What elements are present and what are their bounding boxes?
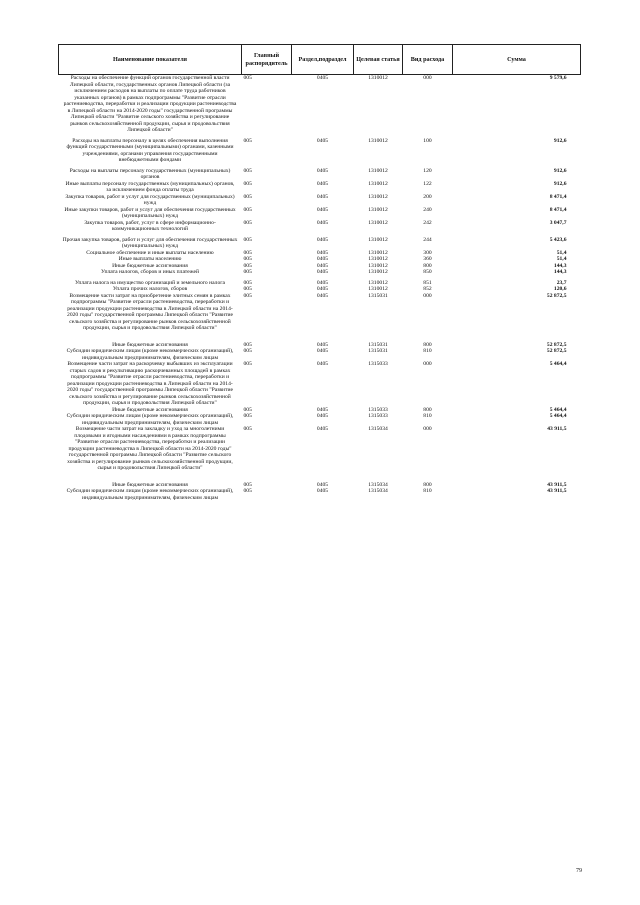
row-name: Закупка товаров, работ и услуг для государственных (муниципальных) нужд — [65, 193, 235, 206]
row-sum: 52 872,5 — [546, 348, 567, 354]
row-name: Иные бюджетные ассигнования — [112, 481, 188, 488]
header-expense-type: Вид расхода — [403, 45, 453, 75]
row-section: 0405 — [316, 206, 329, 213]
row-admin: 005 — [243, 137, 252, 144]
row-article: 1315031 — [368, 292, 388, 299]
row-admin: 005 — [243, 341, 252, 348]
row-sum: 51,4 — [556, 249, 567, 256]
row-name: Возмещение части затрат на раскорчевку выбывших из эксплуатации старых садов и рекультивацию раскорчеванных площадей в рамках подпрограммы "Развитие отрасли растениеводства, переработки и реализации продукции растениеводства в Липецкой области на 2014-2020 годы" государственной программы Липецкой области "Развитие сельского хозяйства и регулирование рынков сельскохозяйственной продукции, сырья и продовольствия Липецкой области" — [67, 361, 233, 406]
row-section: 0405 — [316, 341, 329, 348]
row-admin: 005 — [243, 249, 252, 256]
row-expense-type: 000 — [423, 426, 432, 432]
header-section: Раздел,подраздел — [292, 45, 354, 75]
table-row — [59, 194, 581, 207]
row-expense-type: 120 — [423, 167, 432, 174]
row-name: Уплата налогов, сборов и иных платежей — [101, 269, 199, 275]
table-row — [59, 207, 581, 220]
row-article: 1310012 — [368, 75, 388, 81]
row-admin: 005 — [243, 256, 252, 262]
row-article: 1310012 — [368, 219, 388, 226]
row-section: 0405 — [316, 426, 329, 432]
row-section: 0405 — [316, 269, 329, 275]
row-section: 0405 — [316, 219, 329, 226]
row-sum: 5 423,6 — [549, 236, 567, 243]
row-sum: 5 464,4 — [549, 406, 567, 413]
row-admin: 005 — [243, 361, 252, 367]
row-expense-type: 000 — [423, 292, 432, 299]
row-section: 0405 — [316, 406, 329, 413]
row-admin: 005 — [243, 193, 252, 200]
row-name: Иные выплаты населению — [118, 256, 182, 262]
row-article: 1315033 — [368, 406, 388, 413]
row-admin: 005 — [243, 413, 252, 419]
row-name: Возмещение части затрат на закладку и уход за многолетними плодовыми и ягодными насаждениями в рамках подпрограммы "Развитие отрасли растениеводства, переработки и реализации продукции растениеводства в Липецкой области на 2014-2020 годы" государственной программы Липецкой области "Развитие сельского хозяйства и регулирование рынков сельскохозяйственной продукции, сырья и продовольствия Липецкой области" — [67, 426, 233, 471]
row-sum: 43 911,5 — [547, 481, 567, 488]
header-article: Целевая статья — [354, 45, 403, 75]
row-expense-type: 242 — [423, 219, 432, 226]
row-expense-type: 800 — [423, 341, 432, 348]
row-name: Прочая закупка товаров, работ и услуг для обеспечения государственных (муниципальных) нужд — [62, 236, 238, 249]
row-admin: 005 — [243, 167, 252, 174]
row-article: 1310012 — [368, 286, 388, 292]
row-expense-type: 800 — [423, 262, 432, 269]
row-article: 1310012 — [368, 167, 388, 174]
page-number: 79 — [576, 868, 582, 874]
row-section: 0405 — [316, 236, 329, 243]
row-article: 1315031 — [368, 341, 388, 348]
header-admin: Главный распорядитель — [242, 45, 292, 75]
row-section: 0405 — [316, 137, 329, 144]
row-article: 1310012 — [368, 256, 388, 262]
table-row — [59, 235, 581, 250]
row-admin: 005 — [243, 348, 252, 354]
row-name: Субсидии юридическим лицам (кроме некоммерческих организаций), индивидуальным предпринимателям, физическим лицам — [66, 488, 234, 501]
row-article: 1315031 — [368, 348, 388, 354]
row-section: 0405 — [316, 180, 329, 187]
table-row — [59, 136, 581, 166]
row-admin: 005 — [243, 75, 252, 81]
row-admin: 005 — [243, 180, 252, 187]
row-name: Уплата налога на имущество организаций и земельного налога — [74, 279, 226, 286]
row-name: Иные закупки товаров, работ и услуг для обеспечения государственных (муниципальных) нужд — [64, 206, 236, 219]
table-row — [59, 413, 581, 426]
table-header — [59, 45, 581, 75]
table-row — [59, 477, 581, 489]
row-sum: 912,6 — [553, 137, 567, 144]
row-expense-type: 000 — [423, 75, 432, 81]
row-name: Социальное обеспечение и иные выплаты населению — [86, 249, 214, 256]
table-row — [59, 181, 581, 194]
row-sum: 43 911,5 — [547, 488, 567, 494]
row-section: 0405 — [316, 167, 329, 174]
row-section: 0405 — [316, 292, 329, 299]
row-section: 0405 — [316, 286, 329, 292]
row-sum: 9 579,6 — [549, 75, 567, 81]
row-admin: 005 — [243, 206, 252, 213]
row-expense-type: 850 — [423, 269, 432, 275]
row-article: 1310012 — [368, 269, 388, 275]
row-article: 1310012 — [368, 236, 388, 243]
row-expense-type: 122 — [423, 180, 432, 187]
row-section: 0405 — [316, 413, 329, 419]
row-expense-type: 300 — [423, 249, 432, 256]
row-admin: 005 — [243, 286, 252, 292]
row-admin: 005 — [243, 406, 252, 413]
row-admin: 005 — [243, 481, 252, 488]
row-expense-type: 100 — [423, 137, 432, 144]
row-sum: 5 464,4 — [549, 413, 567, 419]
row-section: 0405 — [316, 481, 329, 488]
table-row — [59, 278, 581, 287]
row-section: 0405 — [316, 193, 329, 200]
row-sum: 8 471,4 — [549, 193, 567, 200]
row-expense-type: 810 — [423, 413, 432, 419]
row-section: 0405 — [316, 361, 329, 367]
row-sum: 5 464,4 — [549, 361, 567, 367]
row-admin: 005 — [243, 279, 252, 286]
row-expense-type: 852 — [423, 286, 432, 292]
row-expense-type: 000 — [423, 361, 432, 367]
row-article: 1310012 — [368, 137, 388, 144]
row-section: 0405 — [316, 75, 329, 81]
budget-table — [58, 44, 581, 501]
table-row — [59, 361, 581, 407]
row-sum: 43 911,5 — [547, 426, 567, 432]
row-article: 1310012 — [368, 249, 388, 256]
row-article: 1310012 — [368, 180, 388, 187]
row-sum: 52 872,5 — [546, 341, 567, 348]
table-row — [59, 220, 581, 235]
row-name: Расходы на выплаты персоналу в целях обеспечения выполнения функций государственными (муниципальными) органами, казенными учреждениями, органами управления государственными внебюджетными фондами — [66, 137, 234, 163]
row-article: 1310012 — [368, 262, 388, 269]
row-article: 1315034 — [368, 426, 388, 432]
table-body — [59, 75, 581, 502]
row-expense-type: 810 — [423, 348, 432, 354]
header-name: Наименование показателя — [59, 45, 242, 75]
row-section: 0405 — [316, 256, 329, 262]
row-article: 1315033 — [368, 413, 388, 419]
row-admin: 005 — [243, 426, 252, 432]
table-row — [59, 426, 581, 477]
row-article: 1315034 — [368, 488, 388, 494]
row-expense-type: 360 — [423, 256, 432, 262]
row-name: Иные бюджетные ассигнования — [112, 341, 188, 348]
row-section: 0405 — [316, 488, 329, 494]
table-row — [59, 269, 581, 278]
table-row — [59, 293, 581, 337]
row-sum: 912,6 — [553, 167, 567, 174]
row-article: 1310012 — [368, 193, 388, 200]
row-name: Закупка товаров, работ, услуг в сфере информационно-коммуникационных технологий — [84, 219, 216, 232]
row-name: Иные бюджетные ассигнования — [112, 262, 188, 269]
row-admin: 005 — [243, 262, 252, 269]
row-admin: 005 — [243, 236, 252, 243]
row-admin: 005 — [243, 488, 252, 494]
row-sum: 144,3 — [553, 262, 567, 269]
row-sum: 23,7 — [556, 279, 567, 286]
row-sum: 8 471,4 — [549, 206, 567, 213]
row-admin: 005 — [243, 292, 252, 299]
row-sum: 144,3 — [553, 269, 567, 275]
table-row — [59, 166, 581, 181]
table-row — [59, 348, 581, 361]
row-name: Расходы на обеспечение функций органов государственной власти Липецкой области, государственных органов Липецкой области (за исключением расходов на выплаты по оплате труда работников указанных органов) в рамках подпрограммы "Развитие отрасли растениеводства, переработки и реализации продукции растениеводства в Липецкой области на 2014-2020 годы" государственной программы Липецкой области "Развитие сельского хозяйства и регулирование рынков сельскохозяйственной продукции, сырья и продовольствия Липецкой области" — [63, 75, 237, 133]
row-name: Иные бюджетные ассигнования — [112, 406, 188, 413]
row-admin: 005 — [243, 219, 252, 226]
row-sum: 3 047,7 — [549, 219, 567, 226]
row-expense-type: 240 — [423, 206, 432, 213]
row-article: 1310012 — [368, 279, 388, 286]
table-row — [59, 75, 581, 136]
row-sum: 52 872,5 — [546, 292, 567, 299]
row-expense-type: 851 — [423, 279, 432, 286]
table-row — [59, 488, 581, 501]
row-expense-type: 810 — [423, 488, 432, 494]
row-name: Возмещение части затрат на приобретение элитных семян в рамках подпрограммы "Развитие отрасли растениеводства, переработки и реализации продукции растениеводства в Липецкой области на 2014-2020 годы" государственной программы Липецкой области "Развитие сельского хозяйства и регулирование рынков сельскохозяйственной продукции, сырья и продовольствия Липецкой области" — [67, 292, 233, 331]
row-name: Иные выплаты персоналу государственных (муниципальных) органов, за исключением фонда оплаты труда — [65, 180, 235, 193]
row-name: Расходы на выплаты персоналу государственных (муниципальных) органов — [69, 167, 231, 180]
row-sum: 51,4 — [556, 256, 567, 262]
row-sum: 912,6 — [553, 180, 567, 187]
row-expense-type: 800 — [423, 406, 432, 413]
row-expense-type: 200 — [423, 193, 432, 200]
row-name: Уплата прочих налогов, сборов — [112, 286, 188, 292]
row-name: Субсидии юридическим лицам (кроме некоммерческих организаций), индивидуальным предпринимателям, физическим лицам — [66, 348, 234, 361]
table-row — [59, 337, 581, 349]
row-article: 1315033 — [368, 361, 388, 367]
row-section: 0405 — [316, 249, 329, 256]
row-name: Субсидии юридическим лицам (кроме некоммерческих организаций), индивидуальным предпринимателям, физическим лицам — [66, 413, 234, 426]
row-expense-type: 800 — [423, 481, 432, 488]
row-sum: 120,6 — [553, 286, 567, 292]
row-article: 1310012 — [368, 206, 388, 213]
row-article: 1315034 — [368, 481, 388, 488]
row-expense-type: 244 — [423, 236, 432, 243]
row-section: 0405 — [316, 262, 329, 269]
row-section: 0405 — [316, 279, 329, 286]
row-section: 0405 — [316, 348, 329, 354]
header-sum: Сумма — [453, 45, 581, 75]
row-admin: 005 — [243, 269, 252, 275]
